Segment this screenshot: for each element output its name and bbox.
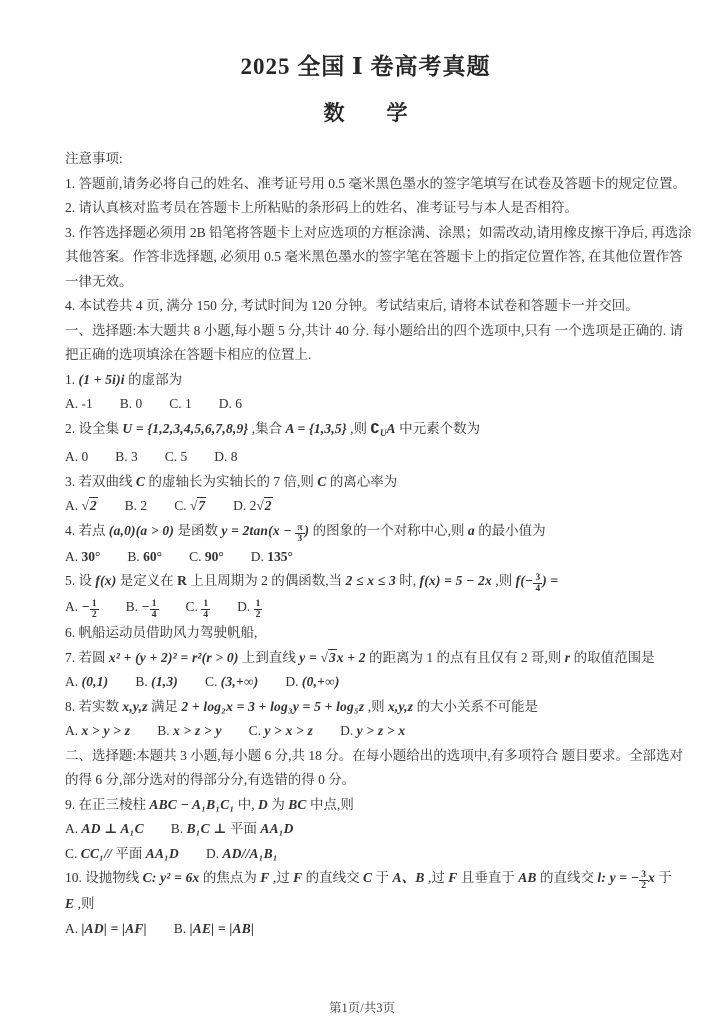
answer-option	[65, 674, 108, 689]
text-run: 的虚部为	[124, 371, 183, 387]
answer-option	[120, 396, 143, 411]
text-run: C.	[185, 599, 202, 614]
bold-run: 30°	[81, 548, 101, 564]
text-run: 的取值范围是	[570, 649, 655, 665]
text-run: A.	[65, 498, 82, 513]
question-4	[65, 519, 666, 545]
answer-option	[233, 498, 272, 513]
text-run: D. 6	[218, 396, 243, 411]
question-9	[65, 793, 666, 818]
answer-option	[237, 599, 262, 620]
answer-option	[249, 723, 313, 738]
text-run: A.	[65, 821, 82, 836]
answer-option	[165, 449, 188, 464]
text-run: 于	[372, 870, 393, 885]
text-run: 10. 设抛物线	[65, 870, 143, 885]
math-run: −	[525, 573, 534, 588]
answer-option	[65, 921, 147, 936]
question-2	[65, 417, 666, 446]
answer-option	[169, 396, 192, 411]
text-run: C.	[248, 723, 265, 738]
math-run: f(x) = 5 − 2x	[419, 573, 493, 588]
text-run: D.	[206, 845, 223, 861]
math-run: AB	[518, 870, 537, 885]
text-run: 的得 6 分,部分选对的得部分分,有选错的得 0 分。	[65, 772, 356, 787]
answer-option	[171, 821, 294, 836]
math-run: A、B	[392, 870, 425, 885]
math-run: (0,+∞)	[301, 674, 340, 689]
math-run: r	[564, 649, 571, 665]
section-2-header-line-1	[65, 744, 683, 769]
text-run: 上且周期为 2 的偶函数,当	[186, 573, 346, 588]
text-run: 一、选择题:本大题共 8 小题,每小题 5 分,共计 40 分. 每小题给出的四个选项中,只有 一个选项是正确的. 请	[65, 322, 683, 338]
fraction: $\frac{1}{2}$	[255, 599, 261, 620]
math-run: )	[304, 522, 310, 538]
text-run: 一律无效。	[65, 273, 133, 289]
text-run: B. 2	[124, 498, 148, 513]
math-run: BC	[288, 796, 307, 812]
text-run: 二、选择题:本题共 3 小题,每小题 6 分,共 18 分。在每小题给出的选项中,有多项符合 题目要求。全部选对	[65, 747, 683, 763]
text-run: 且垂直于	[457, 870, 519, 885]
answer-option	[219, 396, 242, 411]
answer-option	[65, 549, 100, 564]
text-run: B.	[127, 548, 144, 564]
question-3-options	[65, 494, 666, 519]
math-run: y > z > x	[356, 723, 406, 738]
question-6	[65, 621, 666, 646]
document-lines	[65, 147, 692, 941]
bold-run: R	[177, 573, 187, 588]
answer-option	[65, 723, 130, 738]
text-run: ,则	[74, 896, 95, 911]
fraction: $\frac{3}{4}$	[535, 573, 541, 594]
text-run: 的焦点为	[199, 870, 261, 885]
math-run: |AE| = |AB|	[189, 920, 255, 936]
math-run: x > y > z	[81, 723, 131, 738]
answer-option	[185, 599, 211, 620]
answer-option	[285, 674, 339, 689]
math-run: F	[448, 870, 458, 885]
bold-run: 60°	[143, 548, 163, 564]
text-run: D.	[285, 674, 302, 689]
text-run: B.	[170, 821, 187, 836]
section-1-header-line-2	[65, 343, 666, 368]
math-run: B₁C ⊥	[186, 821, 227, 836]
math-run: AD//A₁B₁	[222, 845, 278, 861]
text-run: 其他答案。作答非选择题, 必须用 0.5 毫米黑色墨水的签字笔在答题卡上的指定位置作答, 在其他位置作答	[65, 249, 683, 264]
math-run: x + 2	[336, 649, 366, 665]
math-run: (1,3)	[151, 674, 179, 689]
math-run: C: y² = 6x	[142, 870, 200, 885]
notice-item-3-line-1	[65, 221, 692, 246]
text-run: A.	[65, 599, 82, 614]
text-run: C. 1	[169, 396, 192, 411]
answer-option	[157, 723, 221, 738]
text-run: B.	[125, 599, 142, 614]
text-run: 3. 若双曲线	[65, 473, 136, 489]
text-run: C.	[174, 498, 190, 513]
text-run: C.	[205, 674, 221, 689]
math-run: 2 ≤ x ≤ 3	[345, 573, 396, 588]
math-run: x,y,z	[122, 698, 148, 714]
question-8-options	[65, 719, 666, 744]
math-run: AD ⊥ A₁C	[81, 821, 144, 836]
math-run: x > z > y	[172, 723, 222, 738]
radical: √7	[189, 498, 206, 513]
math-run: f(x)	[95, 573, 117, 588]
question-9-options-cd	[65, 842, 666, 867]
fraction: $\frac{3}{2}$	[641, 870, 646, 891]
bold-run: 135°	[267, 548, 293, 564]
text-run: 4. 若点	[65, 522, 109, 538]
answer-option	[174, 921, 254, 936]
math-run: x,y,z	[387, 698, 414, 714]
text-run: 4. 本试卷共 4 页, 满分 150 分, 考试时间为 120 分钟。考试结束后, 请将本试卷和答题卡一并交回。	[65, 298, 639, 313]
math-run: −	[141, 599, 150, 614]
text-run: 1.	[65, 371, 79, 387]
subject-title: 数 学	[323, 101, 408, 125]
text-run: 3. 作答选择题必须用 2B 铅笔将答题卡上对应选项的方框涂满、涂黑；如需改动,请用橡皮擦干净后, 再选涂	[65, 224, 692, 240]
text-run: A. 0	[65, 449, 89, 464]
section-1-header-line-1	[65, 319, 683, 344]
text-run: 是定义在	[116, 573, 178, 588]
answer-option	[206, 846, 278, 861]
text-run: B. 0	[119, 396, 143, 411]
text-run: 的直线交	[536, 870, 598, 885]
text-run: 为	[267, 796, 289, 812]
math-run: f(	[515, 573, 526, 588]
page-title: 2025 全国 Ⅰ 卷高考真题	[240, 54, 491, 79]
question-7	[65, 646, 666, 671]
math-run: (a,0)(a > 0)	[108, 522, 175, 538]
radical: √2	[81, 498, 97, 513]
answer-option	[205, 674, 258, 689]
math-run: F	[260, 870, 270, 885]
text-run: 7. 若圆	[65, 649, 109, 665]
question-2-options	[65, 445, 666, 470]
answer-option	[65, 599, 99, 620]
math-run: ) =	[542, 573, 559, 588]
text-run: 的图象的一个对称中心,则	[309, 522, 468, 538]
text-run: 时,	[395, 573, 420, 588]
math-run: A	[386, 420, 396, 436]
bold-run: 90°	[204, 548, 224, 564]
math-run: y > x > z	[264, 723, 314, 738]
text-run: ,则	[346, 420, 371, 436]
text-run: ,则	[492, 573, 516, 588]
radical: √3	[320, 649, 336, 665]
text-run: D. 8	[214, 449, 238, 464]
text-run: 的距离为 1 的点有且仅有 2 哥,则	[365, 649, 565, 665]
text-run: C. 5	[164, 449, 188, 464]
answer-option	[174, 498, 206, 513]
answer-option	[214, 449, 237, 464]
text-run: 5. 设	[65, 573, 96, 588]
answer-option	[340, 723, 405, 738]
section-2-header-line-2	[65, 768, 666, 793]
answer-option	[115, 449, 138, 464]
text-run: A.	[65, 723, 82, 738]
text-run: ,过	[269, 870, 294, 885]
math-run: A = {1,3,5}	[285, 420, 347, 436]
text-run: 中元素个数为	[395, 420, 481, 436]
text-run: 1. 答题前,请务必将自己的姓名、准考证号用 0.5 毫米黑色墨水的签字笔填写在试卷及答题卡的规定位置。	[65, 175, 686, 191]
math-run: x² + (y + 2)² = r²(r > 0)	[108, 649, 239, 665]
math-run: F	[293, 870, 303, 885]
math-run: C	[363, 870, 373, 885]
text-run: 注意事项:	[65, 151, 123, 166]
answer-option	[135, 674, 178, 689]
text-run: 的大小关系不可能是	[413, 698, 539, 714]
text-run: 的离心率为	[326, 473, 398, 489]
answer-option	[125, 599, 159, 620]
text-run: 的虚轴长为实轴长的 7 倍,则	[145, 473, 318, 489]
notice-item-2	[65, 196, 666, 221]
text-run: 的直线交	[302, 870, 364, 885]
text-run: 的最小值为	[474, 522, 546, 538]
notice-item-3-line-3	[65, 270, 666, 295]
math-run: C	[135, 473, 146, 489]
text-run: A.	[65, 920, 82, 936]
math-run: C	[317, 473, 327, 489]
notice-item-1	[65, 172, 686, 197]
text-run: B.	[135, 674, 152, 689]
math-run: −	[81, 599, 90, 614]
question-8	[65, 695, 666, 720]
math-run: CC₁//	[80, 845, 112, 861]
text-run: 中点,则	[306, 796, 354, 812]
answer-option	[127, 549, 162, 564]
math-run: D	[257, 796, 268, 812]
subscript: U	[379, 427, 387, 438]
text-run: ,过	[424, 870, 449, 885]
text-run: 8. 若实数	[65, 698, 123, 714]
text-run: B.	[173, 920, 190, 936]
notice-heading	[65, 147, 666, 172]
text-run: D.	[237, 599, 254, 614]
text-run: ,集合	[248, 420, 286, 436]
text-run: 上到直线	[238, 649, 300, 665]
question-9-options-ab	[65, 817, 666, 842]
text-run: 2. 设全集	[65, 420, 123, 436]
question-1-options	[65, 392, 666, 417]
fraction: $\frac{1}{4}$	[151, 599, 157, 620]
question-10-line-1	[65, 866, 672, 892]
math-run: l: y = −	[597, 870, 640, 885]
math-run: y = 2tan(	[221, 522, 273, 538]
math-run: x −	[272, 522, 296, 538]
math-run: ∁	[370, 420, 380, 436]
answer-option	[251, 549, 293, 564]
question-10-line-2	[65, 892, 666, 917]
text-run: ,则	[364, 698, 388, 714]
text-run: C.	[189, 548, 205, 564]
math-run: |AD| = |AF|	[81, 920, 147, 936]
answer-option	[65, 846, 179, 861]
radical: √2	[256, 498, 272, 513]
math-run: a	[467, 522, 475, 538]
text-run: 于	[654, 870, 672, 885]
math-run: AA₁D	[260, 821, 294, 836]
text-run: 9. 在正三棱柱	[65, 796, 150, 812]
math-run: 2 + log₂x = 3 + log₃y = 5 + log₅z	[181, 698, 365, 714]
math-run: y =	[299, 649, 321, 665]
answer-option	[65, 821, 144, 836]
answer-option	[65, 396, 93, 411]
text-run: D. 2	[233, 498, 257, 513]
answer-option	[65, 498, 98, 513]
question-1	[65, 368, 666, 393]
text-run: 把正确的选项填涂在答题卡相应的位置上.	[65, 347, 312, 362]
math-run: U = {1,2,3,4,5,6,7,8,9}	[122, 420, 249, 436]
text-run: B.	[157, 723, 173, 738]
text-run: 6. 帆船运动员借助风力驾驶帆船,	[65, 625, 258, 640]
text-run: D.	[250, 548, 268, 564]
fraction: $\frac{1}{2}$	[91, 599, 97, 620]
math-run: ABC − A₁B₁C₁	[149, 796, 235, 812]
question-3	[65, 470, 666, 495]
text-run: A.	[65, 674, 82, 689]
text-run: C.	[65, 845, 81, 861]
math-run: AA₁D	[145, 845, 179, 861]
text-run: 是函数	[174, 522, 222, 538]
math-run: (0,1)	[81, 674, 109, 689]
text-run: A.	[65, 548, 82, 564]
text-run: 满足	[147, 698, 182, 714]
answer-option	[189, 549, 224, 564]
text-run: 中,	[234, 796, 258, 812]
question-5	[65, 569, 666, 595]
question-7-options	[65, 670, 666, 695]
question-10-options	[65, 917, 666, 942]
page-number: 第1页/共3页	[329, 1001, 395, 1015]
text-run: A. -1	[65, 396, 93, 411]
text-run: 2. 请认真核对监考员在答题卡上所粘贴的条形码上的姓名、准考证号与本人是否相符。	[65, 200, 578, 215]
math-run: (3,+∞)	[220, 674, 259, 689]
question-4-options	[65, 545, 666, 570]
answer-option	[65, 449, 88, 464]
notice-item-3-line-2	[65, 245, 683, 270]
fraction: $\frac{\pi}{3}$	[297, 522, 303, 544]
math-run: (1 + 5i)i	[78, 371, 125, 387]
notice-item-4	[65, 294, 666, 319]
text-run: D.	[340, 723, 357, 738]
fraction: $\frac{1}{4}$	[203, 599, 209, 620]
question-5-options	[65, 595, 666, 621]
text-run: 平面	[226, 821, 261, 836]
math-run: x	[647, 870, 655, 885]
text-run: B. 3	[115, 449, 138, 464]
text-run: 平面	[111, 845, 146, 861]
math-run: E	[65, 896, 75, 911]
answer-option	[125, 498, 148, 513]
